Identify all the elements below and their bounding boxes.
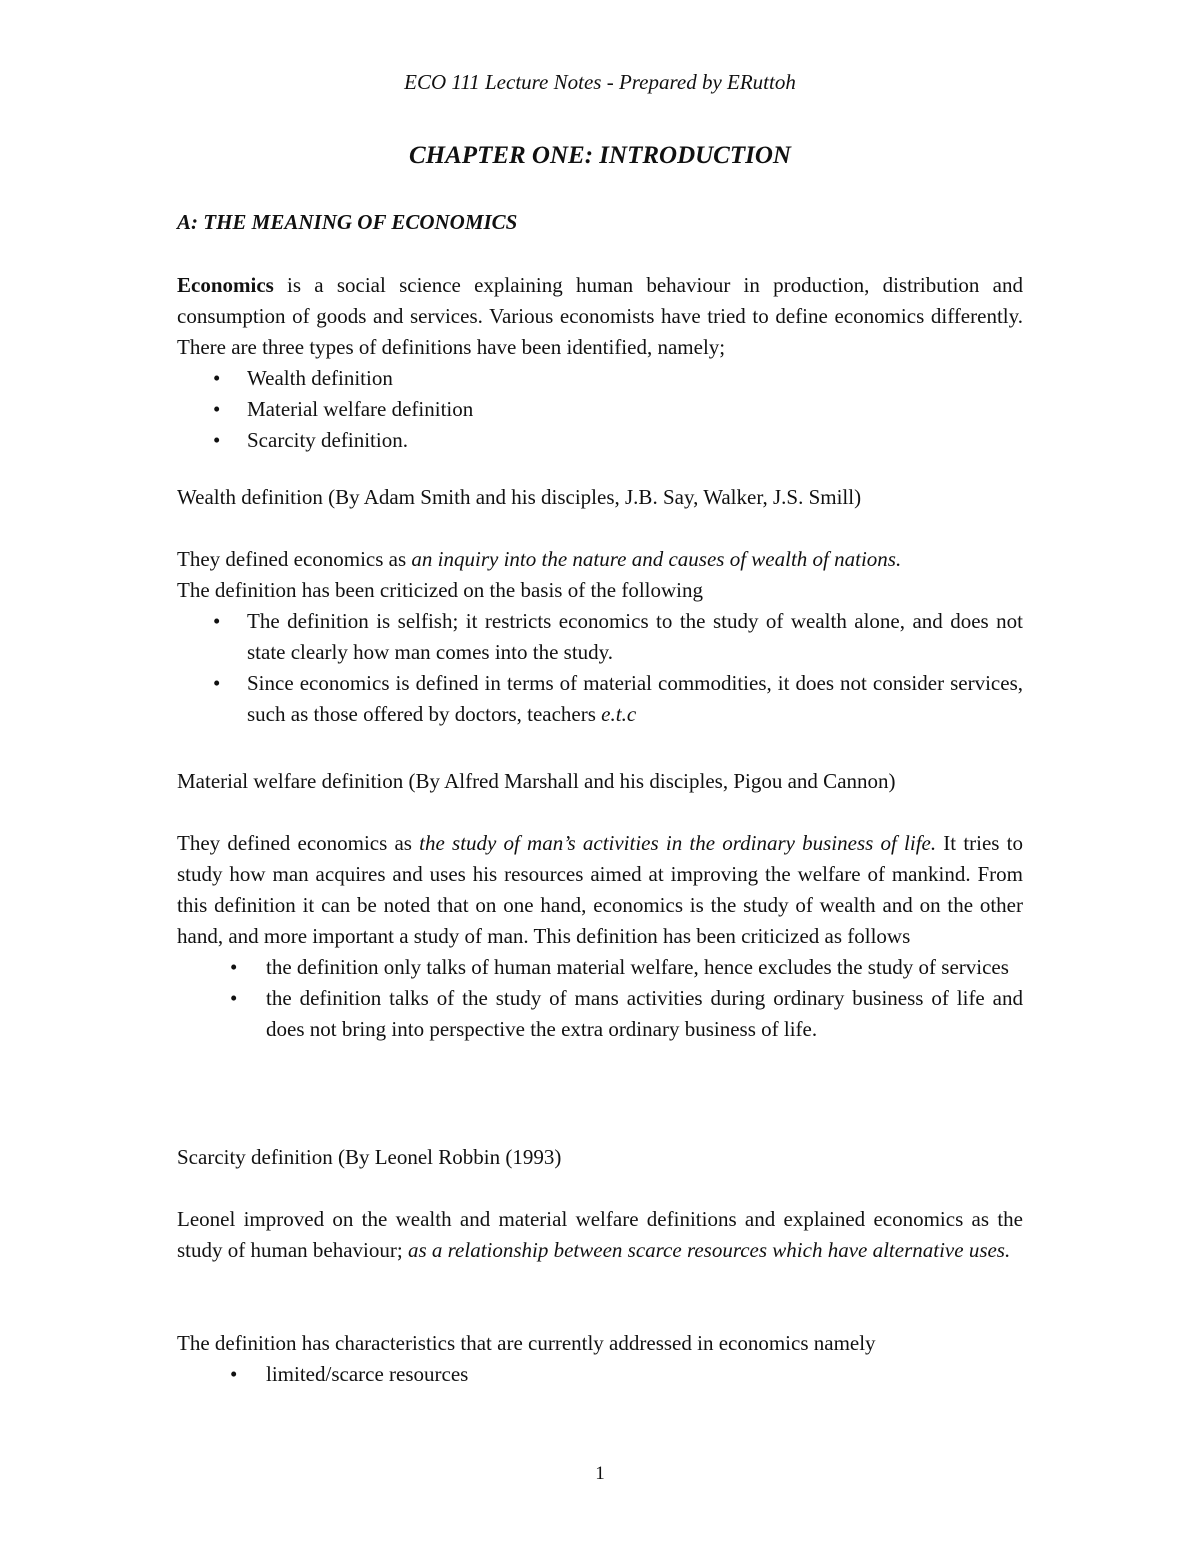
list-item: • Wealth definition — [177, 363, 1023, 394]
material-paragraph: They defined economics as the study of man’s activities in the ordinary business of life. It tries to study how man acquires and uses his resources aimed at improving the welfare of mankind. From this definition it can be noted that on one hand, economics is the study of wealth and on the other hand, and more important a study of man. This definition has been criticized as follows — [177, 831, 1023, 948]
bullet-icon: • — [213, 428, 221, 452]
bullet-icon: • — [230, 1362, 238, 1386]
list-item: • limited/scarce resources — [177, 1359, 1023, 1390]
wealth-criticism-intro: The definition has been criticized on the basis of the following — [177, 578, 704, 602]
list-item: • Material welfare definition — [177, 394, 1023, 425]
list-item: • the definition talks of the study of mans activities during ordinary business of life and does not bring into perspective the extra ordinary business of life. — [177, 983, 1023, 1045]
definition-types-list — [177, 363, 1023, 456]
list-item: • The definition is selfish; it restricts economics to the study of wealth alone, and does not state clearly how man comes into the study. — [177, 606, 1023, 668]
bullet-icon: • — [230, 955, 238, 979]
scarcity-characteristics-block — [177, 1328, 1023, 1390]
page-number: 1 — [595, 1463, 605, 1484]
chapter-title: CHAPTER ONE: INTRODUCTION — [409, 142, 791, 169]
scarcity-paragraph: Leonel improved on the wealth and material welfare definitions and explained economics as the study of human behaviour; as a relationship between scarce resources which have alternative uses. — [177, 1207, 1023, 1262]
wealth-block — [177, 544, 1023, 730]
material-criticism-list — [177, 952, 1023, 1045]
running-header: ECO 111 Lecture Notes - Prepared by ERuttoh — [404, 70, 796, 94]
wealth-italic-definition: an inquiry into the nature and causes of wealth of nations. — [411, 547, 902, 571]
scarcity-characteristics-intro: The definition has characteristics that are currently addressed in economics namely — [177, 1331, 876, 1355]
bullet-icon: • — [213, 397, 221, 421]
scarcity-characteristics-list — [177, 1359, 1023, 1390]
scarcity-italic-definition: as a relationship between scarce resources which have alternative uses. — [407, 1238, 1011, 1262]
bullet-icon: • — [213, 609, 221, 633]
list-item: • the definition only talks of human material welfare, hence excludes the study of services — [177, 952, 1023, 983]
bullet-icon: • — [213, 366, 221, 390]
wealth-heading: Wealth definition (By Adam Smith and his disciples, J.B. Say, Walker, J.S. Smill) — [177, 485, 862, 509]
wealth-criticism-list — [177, 606, 1023, 730]
wealth-paragraph: They defined economics as an inquiry into the nature and causes of wealth of nations. — [177, 547, 902, 571]
material-block — [177, 828, 1023, 1045]
intro-paragraph — [177, 270, 1023, 363]
material-italic-definition: the study of man’s activities in the ordinary business of life. — [419, 831, 937, 855]
list-item: • Scarcity definition. — [177, 425, 1023, 456]
bullet-icon: • — [230, 986, 238, 1010]
material-heading: Material welfare definition (By Alfred Marshall and his disciples, Pigou and Cannon) — [177, 769, 896, 793]
scarcity-block — [177, 1204, 1023, 1266]
bullet-icon: • — [213, 671, 221, 695]
intro-text: is a social science explaining human behaviour in production, distribution and consumption of goods and services. Various economists have tried to define economics differently. There are three types of definitions have been identified, namely; — [177, 273, 1023, 359]
intro-block — [177, 270, 1023, 456]
section-title: A: THE MEANING OF ECONOMICS — [177, 210, 518, 234]
list-item: • Since economics is defined in terms of material commodities, it does not consider services, such as those offered by doctors, teachers e.t.c — [177, 668, 1023, 730]
intro-bold-term: Economics — [177, 273, 274, 297]
scarcity-heading: Scarcity definition (By Leonel Robbin (1993) — [177, 1145, 562, 1169]
